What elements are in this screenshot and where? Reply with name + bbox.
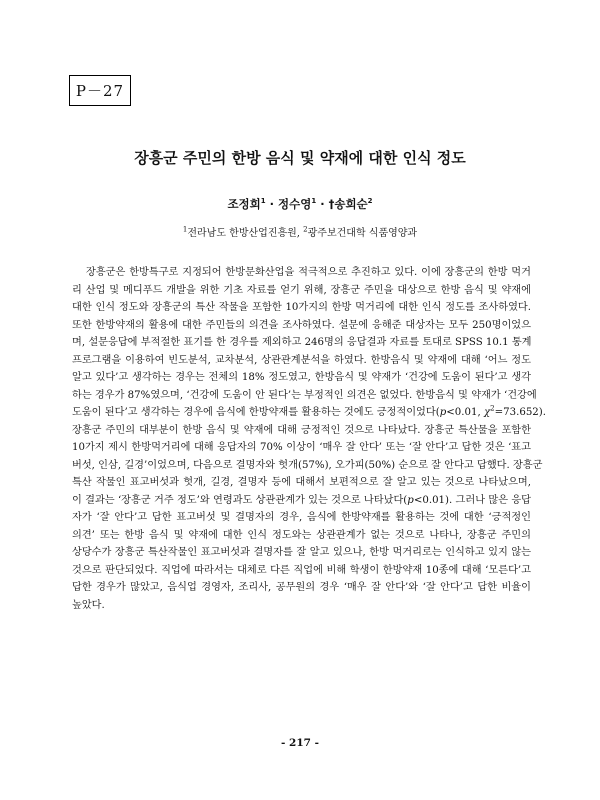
author-affiliation-mark: 1 xyxy=(311,197,317,206)
abstract-text-run: p xyxy=(407,494,414,506)
author-line xyxy=(0,196,600,212)
abstract-line xyxy=(72,492,531,510)
author-name: 조정희 xyxy=(227,197,261,211)
abstract-line xyxy=(72,509,531,527)
abstract-line xyxy=(72,299,531,317)
abstract-body xyxy=(72,264,547,614)
author-separator: · xyxy=(320,197,325,211)
poster-number-text: P－27 xyxy=(75,82,125,100)
poster-number-label xyxy=(69,75,131,106)
abstract-text-run: 리 산업 및 메디푸드 개발을 위한 기초 자료를 얻기 위해, 장흥군 주민을 대상으로 한방 음식 및 약재에 xyxy=(72,284,531,296)
abstract-line xyxy=(72,369,531,387)
abstract-line xyxy=(72,562,531,580)
abstract-text-run: 대한 인식 정도와 장흥군의 특산 작물을 포함한 10가지의 한방 먹거리에 대한 인식 정도를 조사하였다. xyxy=(72,302,531,313)
author-affiliation-mark: 1 xyxy=(260,197,266,206)
abstract-text-run: 프로그램을 이용하여 빈도분석, 교차분석, 상관관계분석을 하였다. 한방음식 및 약재에 대해 ‘어느 정도 xyxy=(72,354,531,366)
affiliation-mark: 1 xyxy=(182,225,188,234)
abstract-line xyxy=(72,527,531,545)
abstract-line xyxy=(72,264,531,282)
abstract-line xyxy=(72,439,531,457)
abstract-text-run: 장흥군 주민의 대부분이 한방 음식 및 약재에 대해 긍정적인 것으로 나타났다. 장흥군 특산물을 포함한 xyxy=(72,424,531,436)
abstract-text-run: 특산 작물인 표고버섯과 헛개, 길경, 결명자 등에 대해서 보편적으로 잘 알고 있는 것으로 나타났으며, xyxy=(72,477,531,488)
abstract-line xyxy=(72,282,531,300)
abstract-text-run: 10가지 제시 한방먹거리에 대해 응답자의 70% 이상이 ‘매우 잘 안다’ 또는 ‘잘 안다’고 답한 것은 ‘표고 xyxy=(72,442,531,453)
abstract-line xyxy=(72,579,531,597)
abstract-text-run: 것으로 판단되었다. 직업에 따라서는 대체로 다른 직업에 비해 학생이 한방약재 10종에 대해 ‘모른다’고 xyxy=(72,564,531,576)
author-separator: · xyxy=(269,197,275,211)
abstract-line xyxy=(72,352,531,370)
affiliation-name: 광주보건대학 식품영양과 xyxy=(307,228,418,239)
abstract-text-run: <0.01, xyxy=(446,407,484,418)
affiliation-mark: 2 xyxy=(303,225,308,234)
abstract-text-run: 이 결과는 ‘장흥군 거주 정도’와 연령과도 상관관계가 있는 것으로 나타났다( xyxy=(72,494,408,506)
author-name: 송희순 xyxy=(334,197,368,211)
abstract-superscript: 2 xyxy=(490,404,495,413)
abstract-text-run: 높았다. xyxy=(72,599,105,611)
abstract-text-run: p xyxy=(439,407,447,418)
abstract-line xyxy=(72,457,543,475)
affiliation-name: 전라남도 한방산업진흥원, xyxy=(187,228,300,239)
abstract-text-run: 상당수가 장흥군 특산작물인 표고버섯과 결명자를 잘 알고 있으나, 한방 먹거리로는 인식하고 있지 않는 xyxy=(72,547,531,558)
abstract-line xyxy=(72,544,531,562)
abstract-text-run: 버섯, 인삼, 길경’이었으며, 다음으로 결명자와 헛개(57%), 오가피(50%) 순으로 잘 안다고 답했다. 장흥군 xyxy=(72,459,543,471)
abstract-line xyxy=(72,474,531,492)
abstract-text-run: 장흥군은 한방특구로 지정되어 한방문화산업을 적극적으로 추진하고 있다. 이에 장흥군의 한방 먹거 xyxy=(86,267,531,278)
author-name: 정수영 xyxy=(278,197,312,211)
abstract-line xyxy=(72,317,531,335)
abstract-text-run: 며, 설문응답에 부적절한 표기를 한 경우를 제외하고 246명의 응답결과 자료를 토대로 SPSS 10.1 통계 xyxy=(72,337,532,348)
abstract-text-run: 하는 경우가 87%였으며, ‘건강에 도움이 안 된다’는 부정적인 의견은 없었다. 한방음식 및 약재가 ‘건강에 xyxy=(72,389,537,401)
abstract-text-run: <0.01). 그러나 많은 응답 xyxy=(413,494,531,506)
affiliation-line xyxy=(0,224,600,239)
abstract-line xyxy=(72,422,531,440)
abstract-line xyxy=(72,404,547,422)
abstract-text-run: 자가 ‘잘 안다’고 답한 표고버섯 및 결명자의 경우, 음식에 한방약재를 활용하는 것에 대한 ‘긍적정인 xyxy=(72,512,531,523)
abstract-text-run: 또한 한방약재의 활용에 대한 주민들의 의견을 조사하였다. 설문에 응해준 대상자는 모두 250명이었으 xyxy=(72,319,531,331)
abstract-text-run: 답한 경우가 많았고, 음식업 경영자, 조리사, 공무원의 경우 ‘매우 잘 안다’와 ‘잘 안다’고 답한 비율이 xyxy=(72,582,531,593)
abstract-line xyxy=(72,597,531,615)
abstract-text-run: =73.652). xyxy=(494,407,547,418)
abstract-text-run: 알고 있다’고 생각하는 경우는 전체의 18% 정도였고, 한방음식 및 약재가 ‘건강에 도움이 된다’고 생각 xyxy=(72,372,531,383)
abstract-text-run: 의견’ 또는 한방 음식 및 약재에 대한 인식 정도와는 상관관계가 없는 것으로 나타나, 장흥군 주민의 xyxy=(72,529,531,541)
corresponding-author-mark: † xyxy=(328,197,335,211)
abstract-text-run: 도움이 된다’고 생각하는 경우에 음식에 한방약재를 활용하는 것에도 긍정적이었다( xyxy=(72,407,440,418)
abstract-line xyxy=(72,387,537,405)
author-affiliation-mark: 2 xyxy=(367,197,373,206)
page-number: - 217 - xyxy=(281,737,319,749)
paper-title: 장흥군 주민의 한방 음식 및 약재에 대한 인식 정도 xyxy=(134,149,466,167)
abstract-line xyxy=(72,334,531,352)
abstract-text-run: χ xyxy=(483,407,491,418)
